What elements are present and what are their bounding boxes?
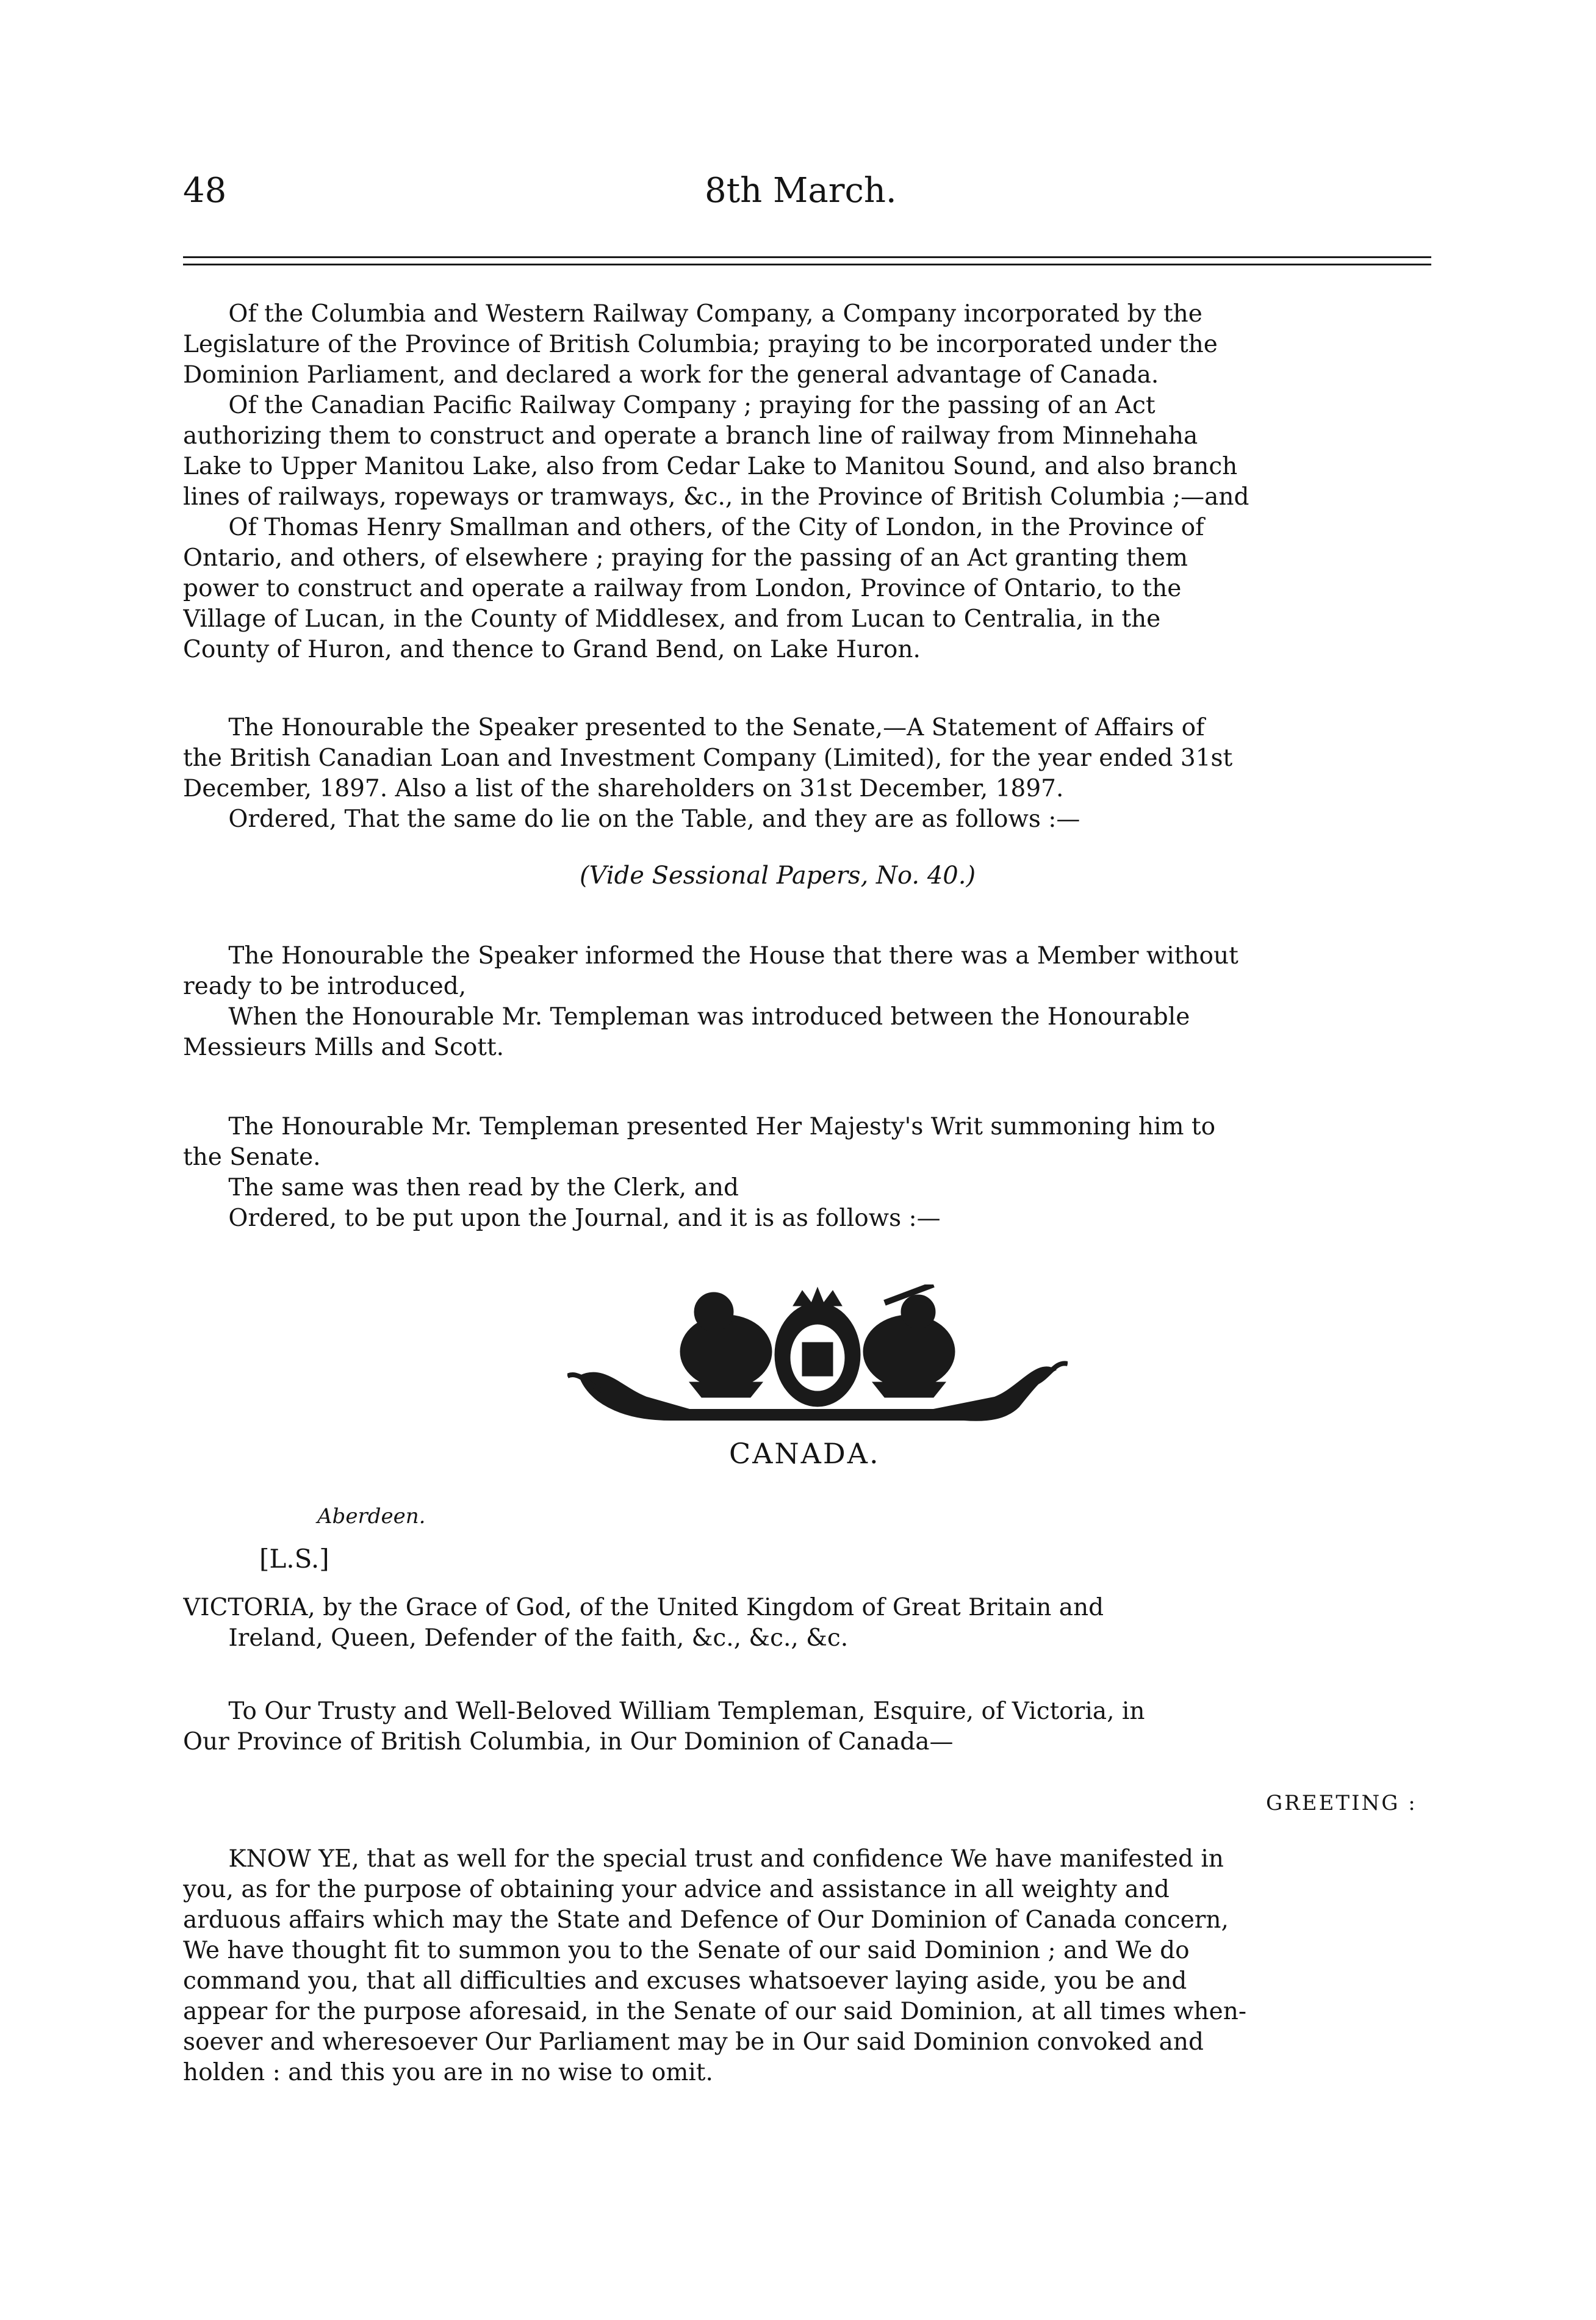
text-line: Ontario, and others, of elsewhere ; praying for the passing of an Act granting them	[183, 544, 1188, 572]
text-line: The Honourable the Speaker informed the House that there was a Member without	[183, 942, 1238, 970]
text-line: The Honourable Mr. Templeman presented Her Majesty's Writ summoning him to	[183, 1113, 1216, 1140]
text-line: Lake to Upper Manitou Lake, also from Cedar Lake to Manitou Sound, and also branch	[183, 453, 1238, 480]
text-line: Ordered, to be put upon the Journal, and it is as follows :—	[183, 1205, 941, 1232]
text-line: ready to be introduced,	[183, 973, 467, 1000]
text-line: Of Thomas Henry Smallman and others, of the City of London, in the Province of	[183, 514, 1204, 541]
text-line: Legislature of the Province of British Columbia; praying to be incorporated under the	[183, 331, 1218, 358]
text-line: authorizing them to construct and operate a branch line of railway from Minnehaha	[183, 422, 1198, 450]
text-line: Ireland, Queen, Defender of the faith, &c., &c., &c.	[183, 1624, 849, 1652]
royal-coat-of-arms-icon	[567, 1284, 1068, 1427]
writ-intro-section	[183, 1112, 1431, 1234]
text-line: holden : and this you are in no wise to omit.	[183, 2059, 713, 2086]
text-line: We have thought fit to summon you to the Senate of our said Dominion ; and We do	[183, 1937, 1190, 1964]
text-line: Of the Canadian Pacific Railway Company ; praying for the passing of an Act	[183, 392, 1156, 419]
text-line: KNOW YE, that as well for the special trust and confidence We have manifested in	[183, 1845, 1224, 1873]
text-line: Of the Columbia and Western Railway Company, a Company incorporated by the	[183, 300, 1202, 328]
text-line: Our Province of British Columbia, in Our Dominion of Canada—	[183, 1728, 954, 1756]
text-line: VICTORIA, by the Grace of God, of the United Kingdom of Great Britain and	[183, 1594, 1104, 1621]
text-line: soever and wheresoever Our Parliament may be in Our said Dominion convoked and	[183, 2028, 1204, 2056]
writ-body-section	[183, 1844, 1431, 2088]
text-line: Ordered, That the same do lie on the Table, and they are as follows :—	[183, 805, 1080, 833]
address-section	[183, 1696, 1431, 1757]
petitions-section	[183, 299, 1431, 665]
text-line: the British Canadian Loan and Investment Company (Limited), for the year ended 31st	[183, 744, 1233, 772]
text-line: command you, that all difficulties and excuses whatsoever laying aside, you be and	[183, 1967, 1187, 1995]
text-line: Dominion Parliament, and declared a work for the general advantage of Canada.	[183, 361, 1159, 389]
text-line: The Honourable the Speaker presented to the Senate,—A Statement of Affairs of	[183, 714, 1205, 741]
greeting-label: GREETING :	[1266, 1791, 1417, 1815]
statement-section	[183, 713, 1431, 835]
text-line: appear for the purpose aforesaid, in the Senate of our said Dominion, at all times when-	[183, 1998, 1247, 2025]
text-line: you, as for the purpose of obtaining your advice and assistance in all weighty and	[183, 1876, 1170, 1903]
text-line: December, 1897. Also a list of the shareholders on 31st December, 1897.	[183, 775, 1064, 802]
text-line: lines of railways, ropeways or tramways, &c., in the Province of British Columbia ;—and	[183, 483, 1249, 511]
sessional-papers-caption: (Vide Sessional Papers, No. 40.)	[580, 862, 976, 890]
header-rule-top	[183, 256, 1431, 258]
text-line: arduous affairs which may the State and Defence of Our Dominion of Canada concern,	[183, 1906, 1229, 1934]
victoria-section	[183, 1593, 1431, 1654]
header-rule-bottom	[183, 264, 1431, 265]
text-line: County of Huron, and thence to Grand Bend, on Lake Huron.	[183, 636, 921, 663]
text-line: Village of Lucan, in the County of Middlesex, and from Lucan to Centralia, in the	[183, 605, 1161, 633]
text-line: The same was then read by the Clerk, and	[183, 1174, 739, 1201]
seal-mark: [L.S.]	[259, 1544, 329, 1574]
text-line: To Our Trusty and Well-Beloved William Templeman, Esquire, of Victoria, in	[183, 1698, 1145, 1725]
writ-country-heading: CANADA.	[729, 1437, 880, 1470]
page-number: 48	[183, 171, 227, 211]
text-line: Messieurs Mills and Scott.	[183, 1034, 505, 1061]
page-date-heading: 8th March.	[705, 171, 897, 211]
member-section	[183, 941, 1431, 1063]
aberdeen-signature: Aberdeen.	[317, 1504, 426, 1529]
text-line: power to construct and operate a railway from London, Province of Ontario, to the	[183, 575, 1182, 602]
text-line: the Senate.	[183, 1144, 321, 1171]
text-line: When the Honourable Mr. Templeman was introduced between the Honourable	[183, 1003, 1190, 1031]
